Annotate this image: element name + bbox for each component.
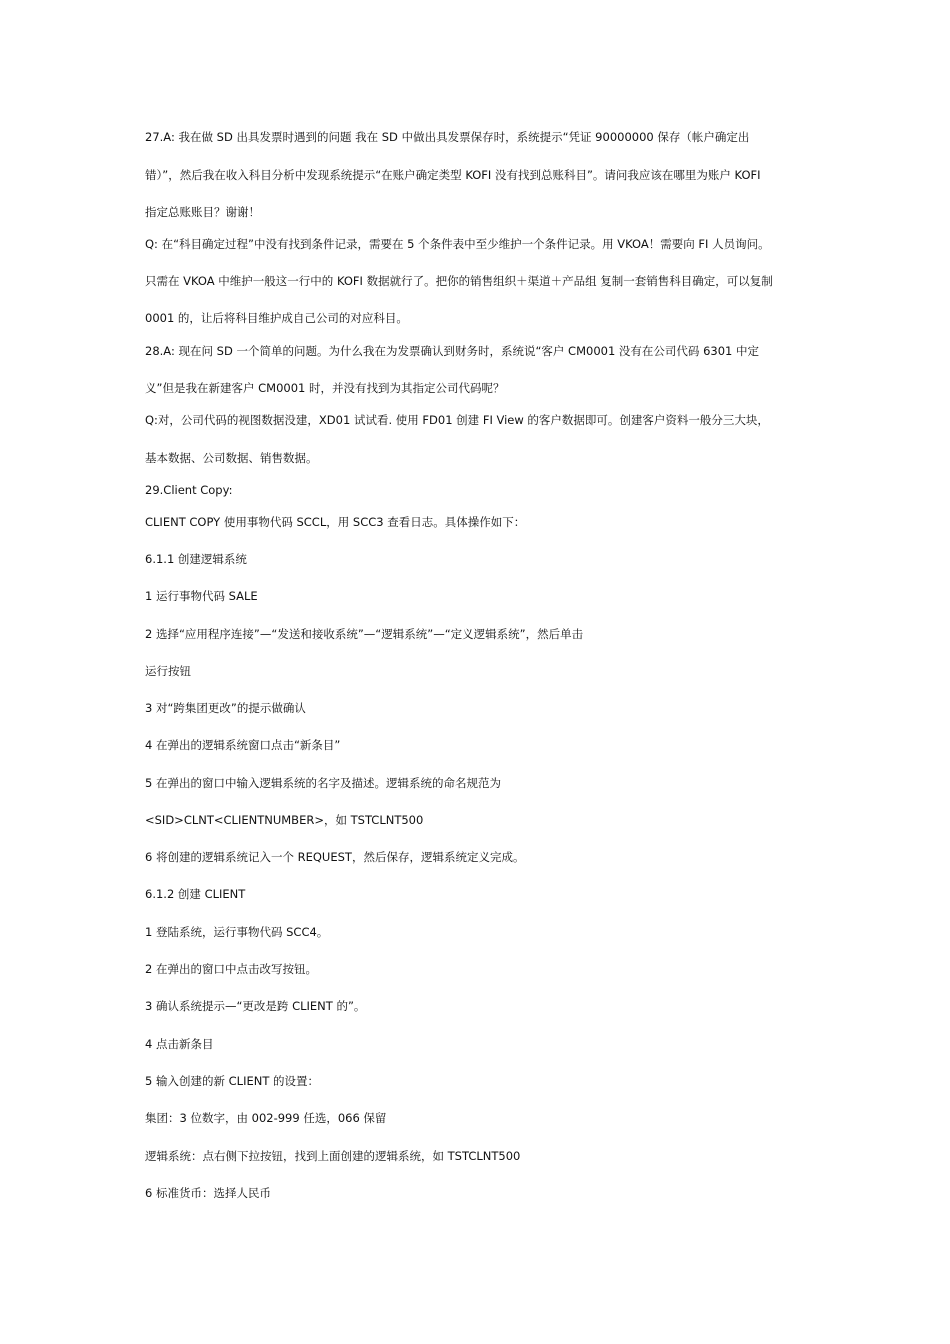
text-line: 集团：3 位数字，由 002-999 任选，066 保留 (145, 1111, 387, 1125)
text-line: CLIENT COPY 使用事物代码 SCCL，用 SCC3 查看日志。具体操作如下： (145, 515, 526, 529)
text-line: 3 确认系统提示—“更改是跨 CLIENT 的”。 (145, 999, 366, 1013)
text-line: 1 运行事物代码 SALE (145, 589, 258, 603)
text-line: 3 对“跨集团更改”的提示做确认 (145, 701, 306, 715)
text-line: Q:对，公司代码的视图数据没建，XD01 试试看. 使用 FD01 创建 FI View 的客户数据即可。创建客户资料一般分三大块， (145, 413, 769, 427)
text-line: 错）”，然后我在收入科目分析中发现系统提示“在账户确定类型 KOFI 没有找到总账科目”。请问我应该在哪里为账户 KOFI (145, 168, 761, 182)
text-line: 27.A: 我在做 SD 出具发票时遇到的问题 我在 SD 中做出具发票保存时，系统提示“凭证 90000000 保存（帐户确定出 (145, 130, 750, 144)
text-line: 1 登陆系统，运行事物代码 SCC4。 (145, 925, 329, 939)
text-line: 6 将创建的逻辑系统记入一个 REQUEST，然后保存，逻辑系统定义完成。 (145, 850, 525, 864)
text-line: 6.1.2 创建 CLIENT (145, 887, 246, 901)
text-line: 29.Client Copy: (145, 483, 233, 497)
text-line: 2 选择“应用程序连接”—“发送和接收系统”—“逻辑系统”—“定义逻辑系统”，然后单击 (145, 627, 584, 641)
text-line: 0001 的，让后将科目维护成自己公司的对应科目。 (145, 311, 408, 325)
text-line: 逻辑系统：点右侧下拉按钮，找到上面创建的逻辑系统，如 TSTCLNT500 (145, 1149, 521, 1163)
text-line: 4 在弹出的逻辑系统窗口点击“新条目” (145, 738, 341, 752)
text-line: Q: 在“科目确定过程”中没有找到条件记录，需要在 5 个条件表中至少维护一个条件记录。用 VKOA！需要向 FI 人员询问。 (145, 237, 770, 251)
text-line: 2 在弹出的窗口中点击改写按钮。 (145, 962, 317, 976)
text-line: 运行按钮 (145, 664, 191, 678)
text-line: <SID>CLNT<CLIENTNUMBER>，如 TSTCLNT500 (145, 813, 424, 827)
text-line: 28.A: 现在问 SD 一个简单的问题。为什么我在为发票确认到财务时，系统说“客户 CM0001 没有在公司代码 6301 中定 (145, 344, 760, 358)
text-line: 4 点击新条目 (145, 1037, 214, 1051)
text-line: 指定总账账目？谢谢！ (145, 205, 260, 219)
text-line: 义”但是我在新建客户 CM0001 时，并没有找到为其指定公司代码呢？ (145, 381, 505, 395)
text-line: 5 在弹出的窗口中输入逻辑系统的名字及描述。逻辑系统的命名规范为 (145, 776, 501, 790)
text-line: 6.1.1 创建逻辑系统 (145, 552, 247, 566)
text-line: 基本数据、公司数据、销售数据。 (145, 451, 318, 465)
text-line: 只需在 VKOA 中维护一般这一行中的 KOFI 数据就行了。把你的销售组织＋渠道＋产品组 复制一套销售科目确定，可以复制 (145, 274, 773, 288)
text-line: 5 输入创建的新 CLIENT 的设置： (145, 1074, 320, 1088)
text-line: 6 标准货币：选择人民币 (145, 1186, 271, 1200)
